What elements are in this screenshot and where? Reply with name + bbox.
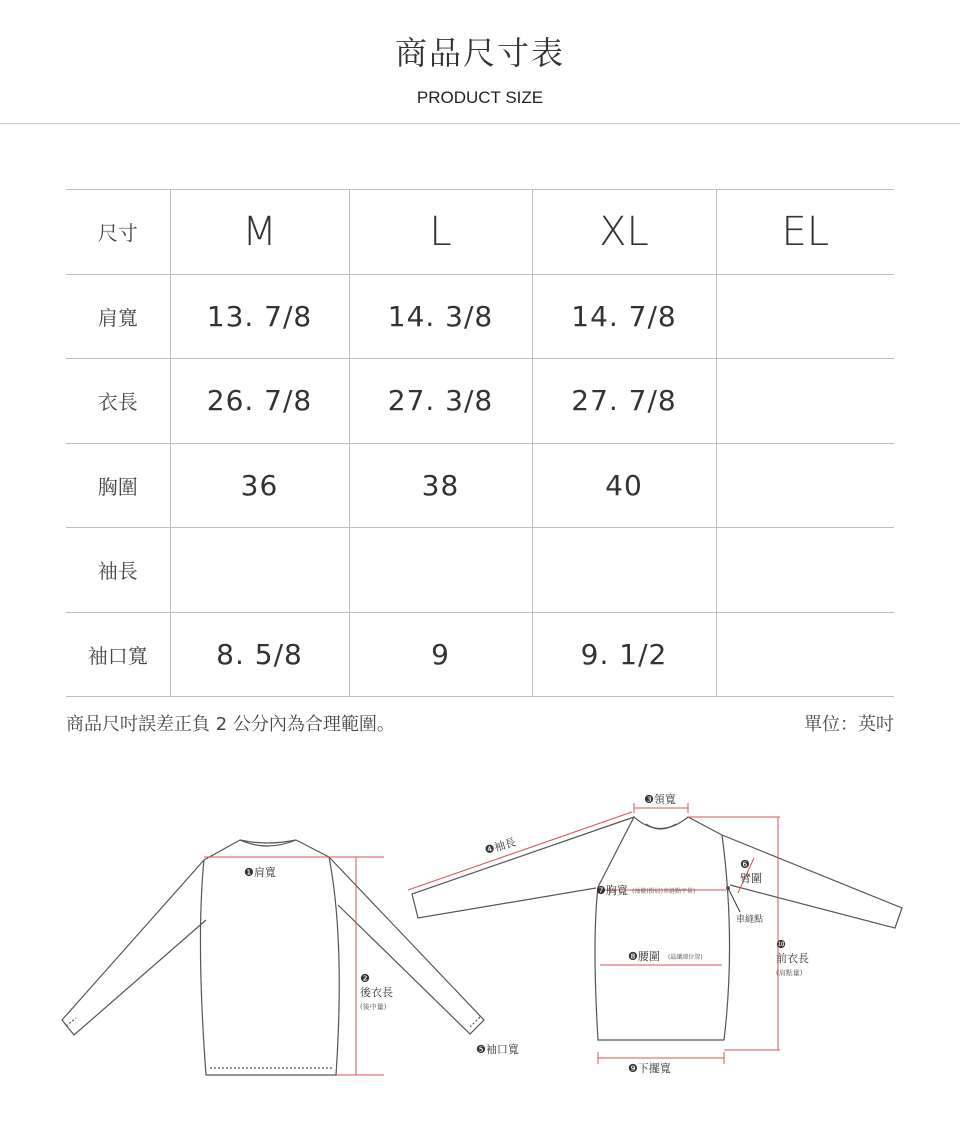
- arm-circumference-label: 臂圍: [740, 872, 762, 885]
- waist-sub: (最纖細位置): [668, 954, 703, 961]
- row-label: 胸圍: [66, 443, 170, 528]
- sleeve-length-label: ❹袖長: [483, 835, 518, 857]
- row-label: 袖長: [66, 528, 170, 613]
- table-cell: 9: [349, 612, 532, 697]
- back-measure-lines: [204, 857, 384, 1075]
- page-subtitle: PRODUCT SIZE: [416, 88, 544, 107]
- table-cell: 8. 5/8: [170, 612, 349, 697]
- table-cell: 38: [349, 443, 532, 528]
- arm-circumference-number: ❻: [740, 858, 750, 871]
- table-cell: [716, 528, 894, 613]
- shoulder-width-label: ❶肩寬: [244, 866, 276, 879]
- size-header-m: M: [170, 190, 349, 275]
- back-length-sub: (後中量): [360, 1003, 387, 1011]
- table-cell: 27. 7/8: [532, 359, 716, 444]
- front-measure-lines: [408, 803, 780, 1064]
- table-cell: [349, 528, 532, 613]
- front-length-label: 前衣長: [776, 952, 809, 965]
- chest-width-sub: (袖襱(掛肩)車縫點平量): [632, 888, 696, 895]
- page-title: 商品尺寸表: [394, 34, 565, 72]
- page-header: [0, 0, 960, 124]
- chest-width-label: ❼胸寬: [596, 884, 628, 897]
- tolerance-note: 商品尺吋誤差正負 2 公分內為合理範圍。: [66, 714, 395, 735]
- table-header-row: [66, 190, 894, 275]
- neck-width-label: ❸領寬: [644, 793, 676, 806]
- table-cell: 9. 1/2: [532, 612, 716, 697]
- table-cell: 40: [532, 443, 716, 528]
- seam-point-label: 車縫點: [736, 915, 764, 925]
- table-cell: [716, 443, 894, 528]
- table-cell: [716, 359, 894, 444]
- size-header-el: EL: [716, 190, 894, 275]
- table-row: [66, 528, 894, 613]
- back-length-label: 後衣長: [360, 986, 393, 999]
- table-row: [66, 359, 894, 444]
- table-cell: 14. 3/8: [349, 274, 532, 359]
- corner-label: 尺寸: [66, 190, 170, 275]
- measurement-diagram: [0, 780, 960, 1100]
- table-cell: 13. 7/8: [170, 274, 349, 359]
- size-header-l: L: [349, 190, 532, 275]
- row-label: 衣長: [66, 359, 170, 444]
- table-cell: 26. 7/8: [170, 359, 349, 444]
- front-length-number: ❿: [776, 938, 786, 951]
- hem-width-label: ❾下擺寬: [628, 1062, 671, 1075]
- table-cell: 14. 7/8: [532, 274, 716, 359]
- table-row: [66, 274, 894, 359]
- row-label: 肩寬: [66, 274, 170, 359]
- table-cell: [716, 612, 894, 697]
- front-length-sub: (肩點量): [776, 969, 803, 977]
- table-cell: 27. 3/8: [349, 359, 532, 444]
- table-cell: [532, 528, 716, 613]
- cuff-width-label: ❺袖口寬: [476, 1043, 519, 1056]
- unit-label: 單位：英吋: [804, 714, 894, 735]
- waist-label: ❽腰圍: [628, 950, 660, 963]
- row-label: 袖口寬: [66, 612, 170, 697]
- table-cell: [170, 528, 349, 613]
- back-length-number: ❷: [360, 972, 370, 985]
- table-cell: 36: [170, 443, 349, 528]
- size-table: [66, 189, 894, 697]
- table-cell: [716, 274, 894, 359]
- table-row: [66, 443, 894, 528]
- size-header-xl: XL: [532, 190, 716, 275]
- table-row: [66, 612, 894, 697]
